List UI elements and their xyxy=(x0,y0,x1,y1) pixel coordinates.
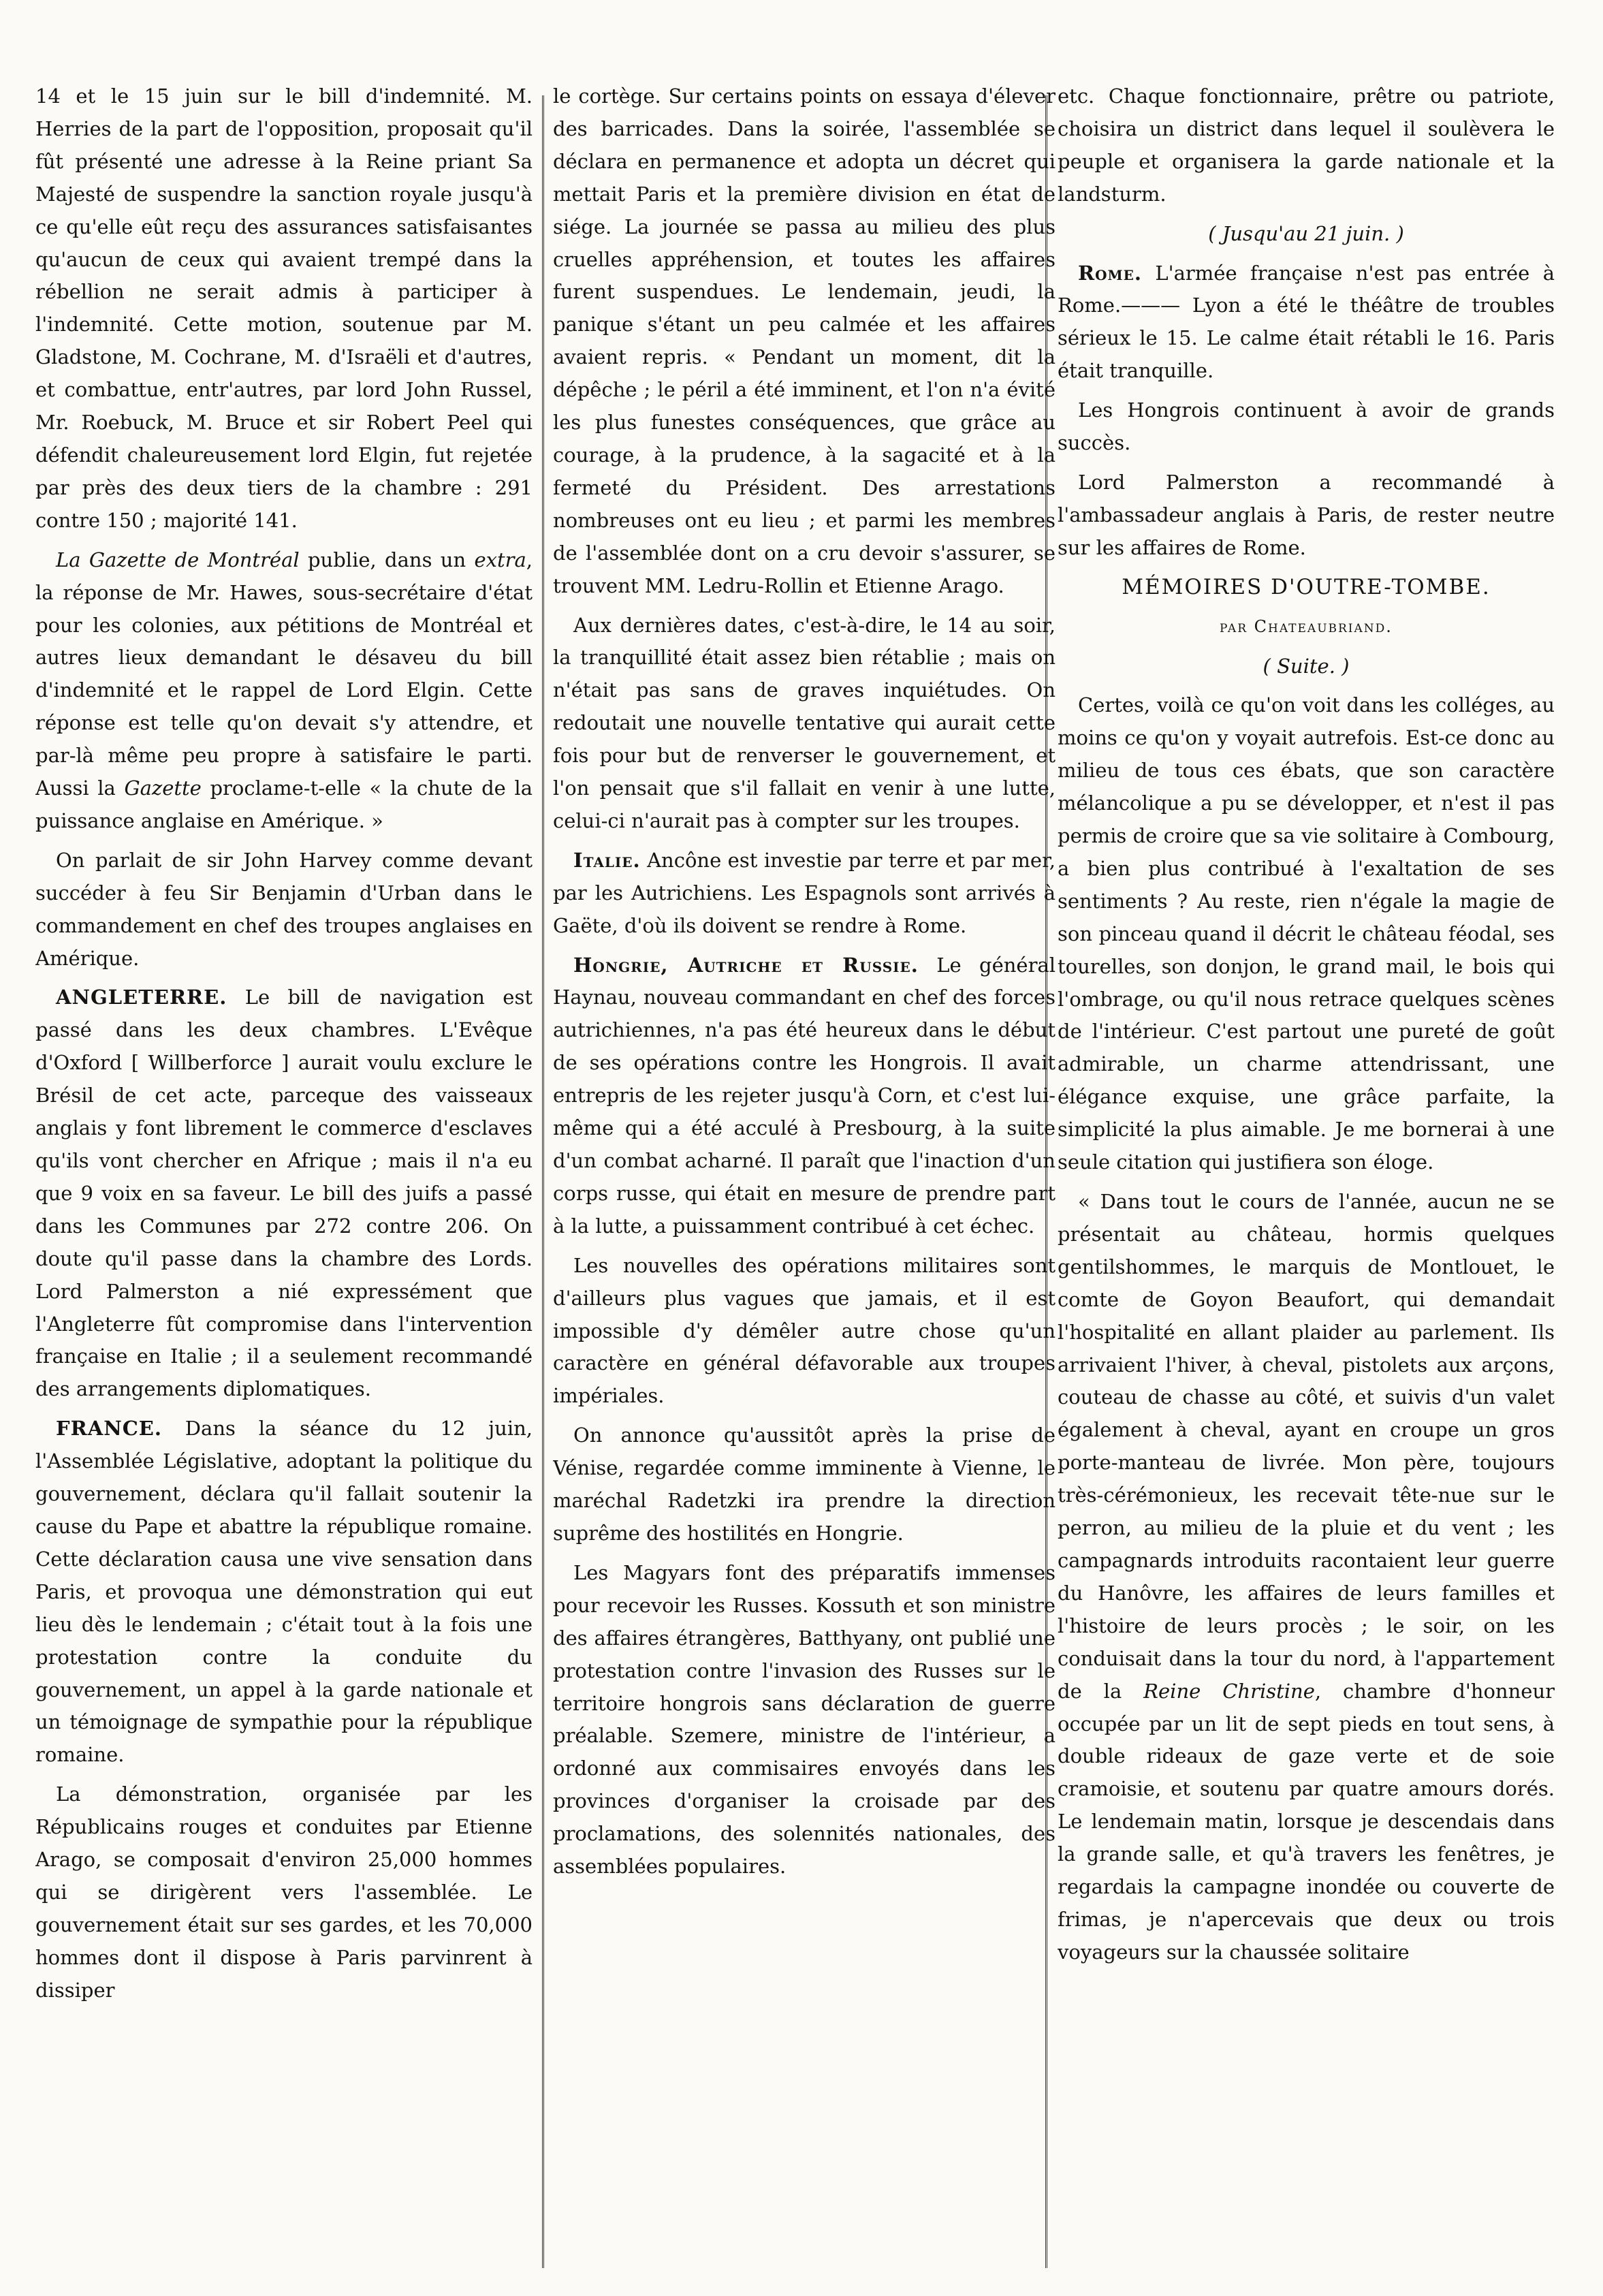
paragraph-operations: Les nouvelles des opérations militaires sont d'ailleurs plus vagues que jamais, et il est impossible d'y démêler autre chose qu'un caractère en général défavorable aux troupes impériales. xyxy=(553,1253,1056,1408)
paragraph-fonctionnaire: etc. Chaque fonctionnaire, prêtre ou patriote, choisira un district dans lequel il soulèvera le peuple et organisera la garde nationale et la landsturm. xyxy=(1058,84,1555,206)
section-lead-italie: Italie. xyxy=(573,848,641,872)
column-rule-left xyxy=(542,95,544,2268)
paragraph-john-harvey: On parlait de sir John Harvey comme devant succéder à feu Sir Benjamin d'Urban dans le commandement en chef des troupes anglaises en Amérique. xyxy=(35,848,533,970)
paragraph-venise: On annonce qu'aussitôt après la prise de Vénise, regardée comme imminente à Vienne, le maréchal Radetzki ira prendre la direction suprême des hostilités en Hongrie. xyxy=(553,1424,1056,1545)
memoires-byline: par Chateaubriand. xyxy=(1220,616,1393,636)
date-line: ( Jusqu'au 21 juin. ) xyxy=(1208,221,1404,245)
paragraph-palmerston: Lord Palmerston a recommandé à l'ambassadeur anglais à Paris, de rester neutre sur les affaires de Rome. xyxy=(1058,470,1555,559)
paragraph-angleterre: ANGLETERRE. Le bill de navigation est passé dans les deux chambres. L'Evêque d'Oxford [ Willberforce ] aurait voulu exclure le Brésil de cet acte, parceque des vaisseaux anglais y font librement le commerce d'esclaves qu'ils vont chercher en Afrique ; mais il n'a eu que 9 voix en sa faveur. Le bill des juifs a passé dans les Communes par 272 contre 206. On doute qu'il passe dans la chambre des Lords. Lord Palmerston a nié expressément que l'Angleterre fût compromise dans l'intervention française en Italie ; il a seulement recommandé des arrangements diplomatiques. xyxy=(35,986,533,1401)
paragraph-rome: Rome. L'armée française n'est pas entrée à Rome.——— Lyon a été le théâtre de troubles sérieux le 15. Le calme était rétabli le 16. Paris était tranquille. xyxy=(1058,261,1555,383)
paragraph-indemnity-debate: 14 et le 15 juin sur le bill d'indemnité. M. Herries de la part de l'opposition, proposait qu'il fût présenté une adresse à la Reine priant Sa Majesté de suspendre la sanction royale jusqu'à ce qu'elle eût reçu des assurances satisfaisantes qu'aucun de ceux qui avaient trempé dans la rébellion ne serait admis à participer à l'indemnité. Cette motion, soutenue par M. Gladstone, M. Cochrane, M. d'Israëli et d'autres, et combattue, entr'autres, par lord John Russel, Mr. Roebuck, M. Bruce et sir Robert Peel qui défendit chaleureusement lord Elgin, fut rejetée par près des deux tiers de la chambre : 291 contre 150 ; majorité 141. xyxy=(35,84,533,532)
paragraph-chateau-quote: « Dans tout le cours de l'année, aucun ne se présentait au château, hormis quelques gentilshommes, le marquis de Montlouet, le comte de Goyon Beaufort, qui demandait l'hospitalité en allant plaider au parlement. Ils arrivaient l'hiver, à cheval, pistolets aux arçons, couteau de chasse au côté, et suivis d'un valet également à cheval, ayant en croupe un gros porte-manteau de livrée. Mon père, toujours très-cérémonieux, les recevait tête-nue sur le perron, au milieu de la pluie et du vent ; les campagnards introduits racontaient leur guerre du Hanôvre, les affaires de leurs familles et l'histoire de leurs procès ; le soir, on les conduisait dans la tour du nord, à l'appartement de la Reine Christine, chambre d'honneur occupée par un lit de sept pieds en tout sens, à double rideaux de gaze verte et de soie cramoisie, et soutenu par quatre amours dorés. Le lendemain matin, lorsque je descendais dans la grande salle, et qu'à travers les fenêtres, je regardais la campagne inondée ou couverte de frimas, je n'apercevais que deux ou trois voyageurs sur la chaussée solitaire xyxy=(1058,1190,1555,1964)
paragraph-france: FRANCE. Dans la séance du 12 juin, l'Assemblée Législative, adoptant la politique du gouvernement, déclara qu'il fallait soutenir la cause du Pape et abattre la république romaine. Cette déclaration causa une vive sensation dans Paris, et provoqua une démonstration qui eut lieu dès le lendemain ; c'était tout à la fois une protestation contre la conduite du gouvernement, un appel à la garde nationale et un témoignage de sympathie pour la république romaine. xyxy=(35,1417,533,1767)
suite-label: ( Suite. ) xyxy=(1263,654,1350,678)
column-1 xyxy=(35,80,533,2279)
paragraph-magyars: Les Magyars font des préparatifs immenses pour recevoir les Russes. Kossuth et son ministre des affaires étrangères, Batthyany, ont publié une protestation contre l'invasion des Russes sur le territoire hongrois sans déclaration de guerre préalable. Szemere, ministre de l'intérieur, a ordonné aux commisaires envoyés dans les provinces d'organiser la croisade par des proclamations, des solennités nationales, des assemblées populaires. xyxy=(553,1560,1056,1878)
memoires-heading: MÉMOIRES D'OUTRE-TOMBE. xyxy=(1122,574,1491,599)
column-3 xyxy=(1058,80,1555,2279)
gazette-word: Gazette xyxy=(124,776,202,800)
section-lead-angleterre: ANGLETERRE. xyxy=(56,986,227,1009)
reine-christine: Reine Christine xyxy=(1143,1679,1315,1703)
gazette-title: La Gazette de Montréal xyxy=(56,548,300,571)
section-lead-hongrie: Hongrie, Autriche et Russie. xyxy=(573,953,919,977)
paragraph-italie: Italie. Ancône est investie par terre et par mer, par les Autrichiens. Les Espagnols sont arrivés à Gaëte, d'où ils doivent se rendre à Rome. xyxy=(553,848,1056,937)
paragraph-colleges: Certes, voilà ce qu'on voit dans les colléges, au moins ce qu'on y voyait autrefois. Est-ce donc au milieu de tous ces ébats, que son caractère mélancolique a pu se développer, et n'est il pas permis de croire que sa vie solitaire à Combourg, a bien plus contribué à l'exaltation de ses sentiments ? Au reste, rien n'égale la magie de son pinceau quand il décrit le château féodal, ses tourelles, son donjon, le grand mail, le bois qui l'ombrage, ou qu'il nous retrace quelques scènes de l'intérieur. C'est partout une pureté de goût admirable, un charme attendrissant, une élégance exquise, une grâce parfaite, la simplicité la plus aimable. Je me bornerai à une seule citation qui justifiera son éloge. xyxy=(1058,693,1555,1174)
column-2 xyxy=(553,80,1056,2279)
paragraph-cortege: le cortège. Sur certains points on essaya d'élever des barricades. Dans la soirée, l'assemblée se déclara en permanence et adopta un décret qui mettait Paris et la première division en état de siége. La journée se passa au milieu des plus cruelles appréhension, et toutes les affaires furent suspendues. Le lendemain, jeudi, la panique s'étant un peu calmée et les affaires avaient repris. « Pendant un moment, dit la dépêche ; le péril a été imminent, et l'on n'a évité les plus funestes conséquences, que grâce au courage, à la prudence, à la sagacité et à la fermeté du Président. Des arrestations nombreuses ont eu lieu ; et parmi les membres de l'assemblée dont on a cru devoir s'assurer, se trouvent MM. Ledru-Rollin et Etienne Arago. xyxy=(553,84,1056,597)
section-lead-rome: Rome. xyxy=(1078,261,1143,285)
paragraph-hongrois: Les Hongrois continuent à avoir de grands succès. xyxy=(1058,398,1555,455)
paragraph-demonstration: La démonstration, organisée par les Républicains rouges et conduites par Etienne Arago, se composait d'environ 25,000 hommes qui se dirigèrent vers l'assemblée. Le gouvernement était sur ses gardes, et les 70,000 hommes dont il dispose à Paris parvinrent à dissiper xyxy=(35,1782,533,2002)
paragraph-dernieres-dates: Aux dernières dates, c'est-à-dire, le 14 au soir, la tranquillité était assez bien rétablie ; mais on n'était pas sans de graves inquiétudes. On redoutait une nouvelle tentative qui aurait cette fois pour but de renverser le gouvernement, et l'on pensait que s'il fallait en venir à une lutte, celui-ci n'aurait pas à compter sur les troupes. xyxy=(553,613,1056,832)
paragraph-gazette-montreal: La Gazette de Montréal publie, dans un extra, la réponse de Mr. Hawes, sous-secrétaire d'état pour les colonies, aux pétitions de Montréal et autres lieux demandant le désaveu du bill d'indemnité et le rappel de Lord Elgin. Cette réponse est telle qu'on devait s'y attendre, et par-là même peu propre à satisfaire le parti. Aussi la Gazette proclame-t-elle « la chute de la puissance anglaise en Amérique. » xyxy=(35,548,533,832)
extra-word: extra xyxy=(474,548,526,571)
paragraph-hongrie: Hongrie, Autriche et Russie. Le général Haynau, nouveau commandant en chef des forces autrichiennes, n'a pas été heureux dans le début de ses opérations contre les Hongrois. Il avait entrepris de les rejeter jusqu'à Corn, et c'est lui-même qui a été acculé à Presbourg, à la suite d'un combat acharné. Il paraît que l'inaction d'un corps russe, qui était en mesure de prendre part à la lutte, a puissamment contribué à cet échec. xyxy=(553,953,1056,1238)
section-lead-france: FRANCE. xyxy=(56,1417,162,1441)
